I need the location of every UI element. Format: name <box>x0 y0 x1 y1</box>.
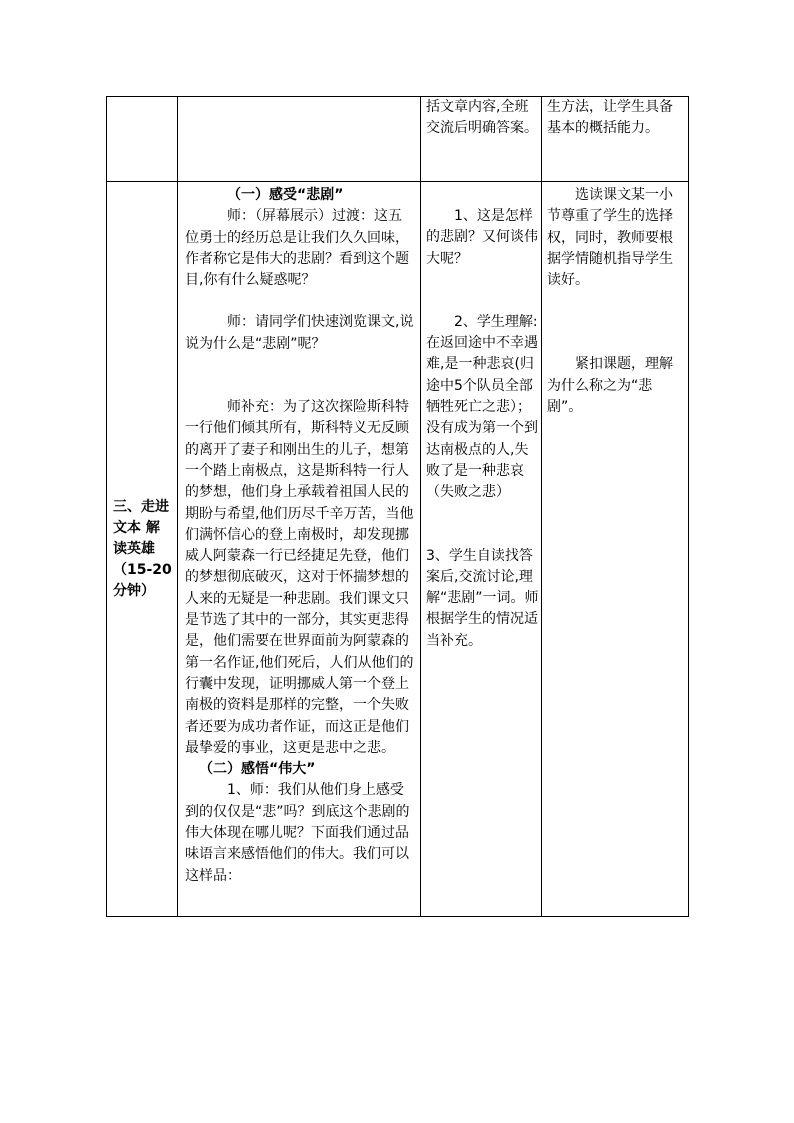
spacer <box>547 291 686 312</box>
stage-cell <box>107 182 178 917</box>
spacer <box>547 312 686 333</box>
content-paragraph: 师补充：为了这次探险斯科特一行他们倾其所有，斯科特义无反顾的离开了妻子和刚出生的儿子，想第一个踏上南极点，这是斯科特一行人的梦想，他们身上承载着祖国人民的期盼与希望,他们历尽千辛万苦，当他们满怀信心的登上南极时，却发现挪威人阿蒙森一行已经捷足先登，他们的梦想彻底破灭，这对于怀揣梦想的人来的无疑是一种悲剧。我们课文只是节选了其中的一部分，其实更悲得是，他们需要在世界面前为阿蒙森的第一名作证,他们死后，人们从他们的行囊中发现，证明挪威人第一个登上南极的资料是那样的完整，一个失败者还要为成功者作证，而这正是他们最挚爱的事业，这更是悲中之悲。 <box>185 399 414 756</box>
content-cell <box>178 97 421 182</box>
student-activity-text: 括文章内容,全班交流后明确答案。 <box>426 99 538 137</box>
design-intent-text: 紧扣课题，理解为什么称之为“悲剧”。 <box>547 356 673 416</box>
content-paragraph: 师：（屏幕展示）过渡：这五位勇士的经历总是让我们久久回味，作者称它是伟大的悲剧？看到这个题目,你有什么疑惑呢？ <box>185 208 409 289</box>
spacer <box>426 185 539 206</box>
spacer <box>426 291 539 312</box>
spacer <box>185 376 414 397</box>
stage-cell <box>107 97 178 182</box>
spacer <box>185 291 414 312</box>
student-activity-text: 1、这是怎样的悲剧？又何谈伟大呢？ <box>426 208 538 267</box>
table-row <box>107 97 689 182</box>
student-activity-text: 3、学生自读找答案后,交流讨论,理解“悲剧”一词。师根据学生的情况适当补充。 <box>426 547 539 649</box>
content-paragraph: 1、师：我们从他们身上感受到的仅仅是“悲”吗？到底这个悲剧的伟大体现在哪儿呢？下面我们通过品味语言来感悟他们的伟大。我们可以这样品： <box>185 782 410 884</box>
section-heading: （一）感受“悲剧” <box>227 187 344 203</box>
lesson-plan-table <box>106 96 689 917</box>
table-row <box>107 182 689 917</box>
student-activity-cell <box>421 182 542 917</box>
spacer <box>547 333 686 354</box>
design-intent-cell <box>542 97 689 182</box>
spacer <box>185 355 414 376</box>
design-intent-text: 选读课文某一小节尊重了学生的选择权，同时，教师要根据学情随机指导学生读好。 <box>547 187 673 289</box>
content-paragraph: 师：请同学们快速浏览课文,说说为什么是“悲剧”呢？ <box>185 314 414 352</box>
content-cell <box>178 182 421 917</box>
student-activity-cell <box>421 97 542 182</box>
student-activity-text: 2、学生理解:在返回途中不幸遇难,是一种悲哀(归途中5个队员全部牺牲死亡之悲）；没有成为第一个到达南极点的人,失败了是一种悲哀（失败之悲） <box>426 313 538 501</box>
spacer <box>426 504 539 525</box>
spacer <box>426 525 539 546</box>
design-intent-text: 生方法，让学生具备基本的概括能力。 <box>547 99 673 137</box>
stage-label: 三、走进文本 解读英雄（15-20分钟） <box>113 498 172 599</box>
design-intent-cell <box>542 182 689 917</box>
spacer <box>426 270 539 291</box>
section-heading: （二）感悟“伟大” <box>199 761 316 778</box>
